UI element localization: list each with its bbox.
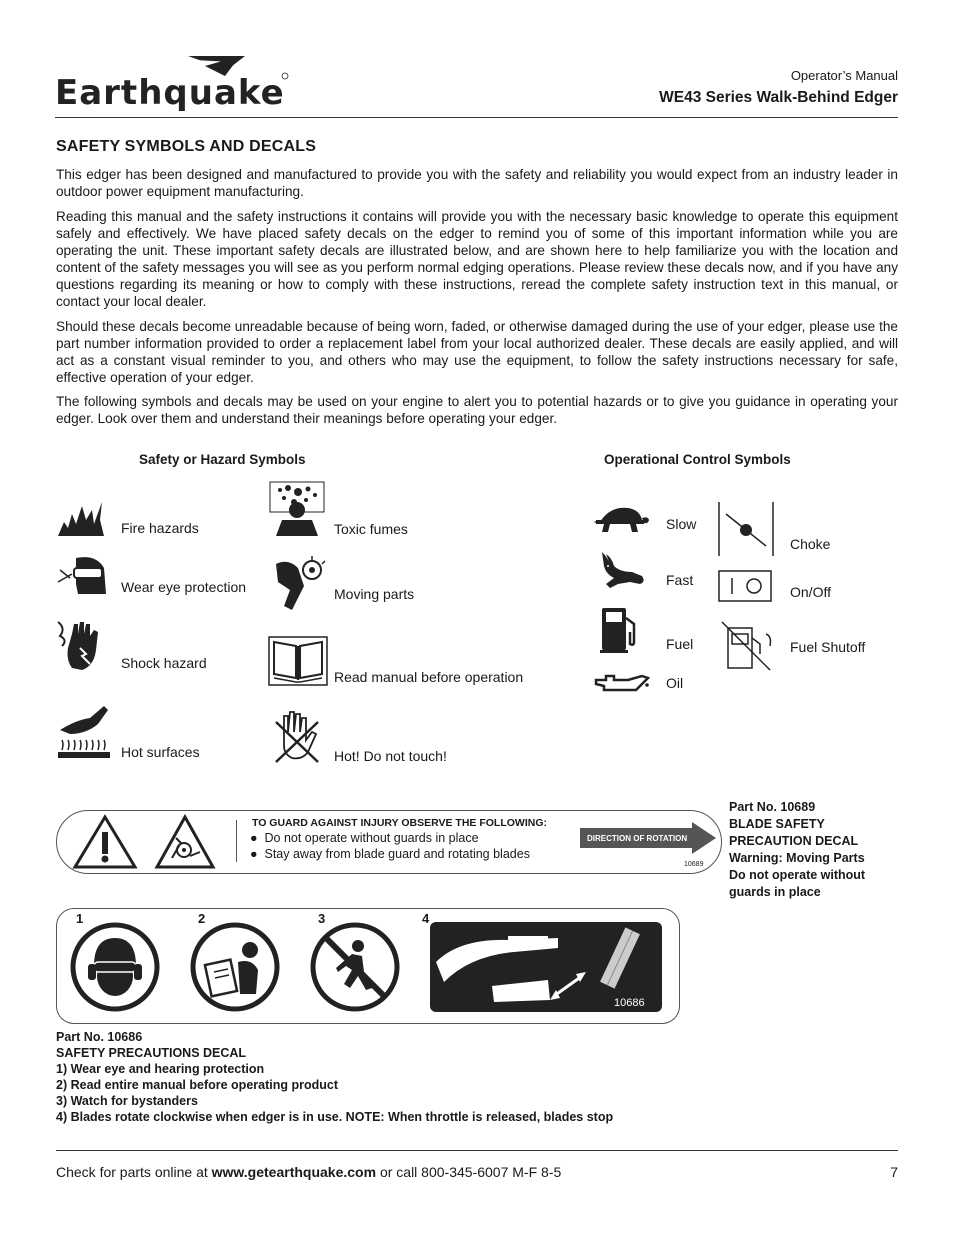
precautions-note-line: Part No. 10686 — [56, 1030, 143, 1044]
hazard-label-shock: Shock hazard — [121, 655, 207, 671]
control-label-on-off: On/Off — [790, 584, 831, 600]
control-label-slow: Slow — [666, 516, 697, 532]
turtle-icon — [592, 504, 650, 534]
hazard-label-fire: Fire hazards — [121, 520, 199, 536]
warning-triangle-icon — [72, 814, 138, 870]
footer-url-link[interactable]: www.getearthquake.com — [211, 1164, 377, 1180]
shock-hazard-icon — [56, 620, 104, 672]
blade-note-line: PRECAUTION DECAL — [729, 834, 859, 848]
read-manual-icon — [268, 636, 328, 686]
precautions-note-line: 1) Wear eye and hearing protection — [56, 1062, 265, 1076]
control-symbols-heading: Operational Control Symbols — [604, 452, 791, 467]
blade-note-line: Warning: Moving Parts — [729, 851, 865, 865]
fuel-pump-icon — [600, 606, 640, 654]
eye-hearing-protection-icon — [70, 922, 160, 1012]
eye-protection-icon — [56, 554, 108, 596]
precautions-decal-notes — [56, 1029, 856, 1125]
hazard-label-moving-parts: Moving parts — [334, 586, 415, 602]
hazard-label-eye-protection: Wear eye protection — [121, 579, 247, 595]
blade-decal-title: TO GUARD AGAINST INJURY OBSERVE THE FOLLOWING: — [252, 817, 547, 829]
hot-surface-icon — [56, 704, 112, 760]
control-label-oil: Oil — [666, 675, 684, 691]
hazard-label-hot-surfaces: Hot surfaces — [121, 744, 200, 760]
manual-label: Operator’s Manual — [790, 68, 898, 83]
paragraph-1: This edger has been designed and manufactured to provide you with the safety and reliability you would expect from an industry leader in outdoor power equipment manufacturing. — [56, 167, 898, 199]
blade-decal-number: 10689 — [684, 861, 704, 868]
footer-prefix: Check for parts online at — [56, 1164, 212, 1180]
fire-icon — [56, 500, 106, 538]
blade-decal-bullet-1: ● Do not operate without guards in place — [250, 831, 479, 845]
blade-note-line: Do not operate without — [729, 868, 866, 882]
paragraph-3: Should these decals become unreadable because of being worn, faded, or otherwise damaged during the use of your edger, please use the part number information provided to order a replacement label from your local authorized dealer. These decals are easily applied, and will act as a constant visual reminder to you, and others who may use the equipment, to follow the safety instructions necessary for safe, effective operation of your edger. — [56, 319, 898, 385]
hazard-label-toxic-fumes: Toxic fumes — [334, 521, 408, 537]
earthquake-logo — [55, 52, 295, 114]
blade-note-line: BLADE SAFETY — [729, 817, 825, 831]
on-off-icon — [718, 570, 772, 602]
hazard-label-read-manual: Read manual before operation — [334, 669, 524, 685]
precautions-note-line: 2) Read entire manual before operating product — [56, 1078, 338, 1092]
control-label-fuel: Fuel — [666, 636, 694, 652]
precautions-note-line: 3) Watch for bystanders — [56, 1094, 198, 1108]
rabbit-icon — [596, 550, 646, 590]
footer-text — [56, 1164, 561, 1180]
footer-suffix: or call 800-345-6007 M-F 8-5 — [376, 1164, 562, 1180]
no-bystanders-icon — [310, 922, 400, 1012]
do-not-touch-icon — [272, 710, 322, 764]
blade-decal-bullet-2: ● Stay away from blade guard and rotating blades — [250, 847, 530, 861]
paragraph-4: The following symbols and decals may be used on your engine to alert you to potential hazards or to give you guidance in operating your edger. Look over them and understand their meanings before operating your edger. — [56, 394, 898, 426]
precautions-decal-number: 10686 — [614, 997, 645, 1009]
blade-note-line: guards in place — [729, 885, 821, 899]
blade-note-line: Part No. 10689 — [729, 800, 816, 814]
brand-text: Earthquake — [55, 73, 285, 113]
precautions-note-line: 4) Blades rotate clockwise when edger is in use. NOTE: When throttle is released, blades stop — [56, 1110, 614, 1124]
control-label-fast: Fast — [666, 572, 694, 588]
fuel-shutoff-icon — [720, 620, 774, 672]
hazard-symbols-heading: Safety or Hazard Symbols — [139, 452, 306, 467]
blade-decal-notes — [729, 799, 909, 901]
toxic-fumes-icon — [268, 480, 326, 536]
manual-series: WE43 Series Walk-Behind Edger — [659, 89, 898, 106]
step-number-2: 2 — [198, 911, 206, 926]
blade-hazard-icon — [154, 814, 216, 870]
decal-divider — [236, 820, 237, 862]
step-number-1: 1 — [76, 911, 84, 926]
hazard-label-do-not-touch: Hot! Do not touch! — [334, 748, 447, 764]
footer-divider — [56, 1150, 898, 1151]
blade-decal-bullet-1-text: Do not operate without guards in place — [264, 831, 479, 845]
step-number-4: 4 — [422, 911, 430, 926]
paragraph-2: Reading this manual and the safety instructions it contains will provide you with the necessary basic knowledge to operate this equipment safely and effectively. We have placed safety decals on the edger to remind you of some of this important information while you are operating the unit. These important safety decals are illustrated below, and are shown here to help familiarize you with the location and content of the safety messages you will see as you perform normal edging operations. Please review these decals now, and if you have any questions regarding its meaning or how to comply with these instructions, reread the complete safety instruction text in this manual, or contact your local dealer. — [56, 209, 898, 309]
rotation-arrow-text: DIRECTION OF ROTATION — [587, 834, 688, 843]
oil-can-icon — [592, 672, 650, 694]
control-label-fuel-shutoff: Fuel Shutoff — [790, 639, 866, 655]
header-divider — [55, 117, 898, 118]
page-number: 7 — [890, 1164, 898, 1180]
precautions-note-line: SAFETY PRECAUTIONS DECAL — [56, 1046, 247, 1060]
choke-icon — [718, 502, 774, 556]
step-number-3: 3 — [318, 911, 326, 926]
moving-parts-icon — [270, 552, 326, 614]
section-title: SAFETY SYMBOLS AND DECALS — [56, 138, 317, 155]
rotation-arrow-icon — [580, 822, 716, 854]
blade-decal-bullet-2-text: Stay away from blade guard and rotating blades — [264, 847, 530, 861]
read-manual-circle-icon — [190, 922, 280, 1012]
control-label-choke: Choke — [790, 536, 831, 552]
